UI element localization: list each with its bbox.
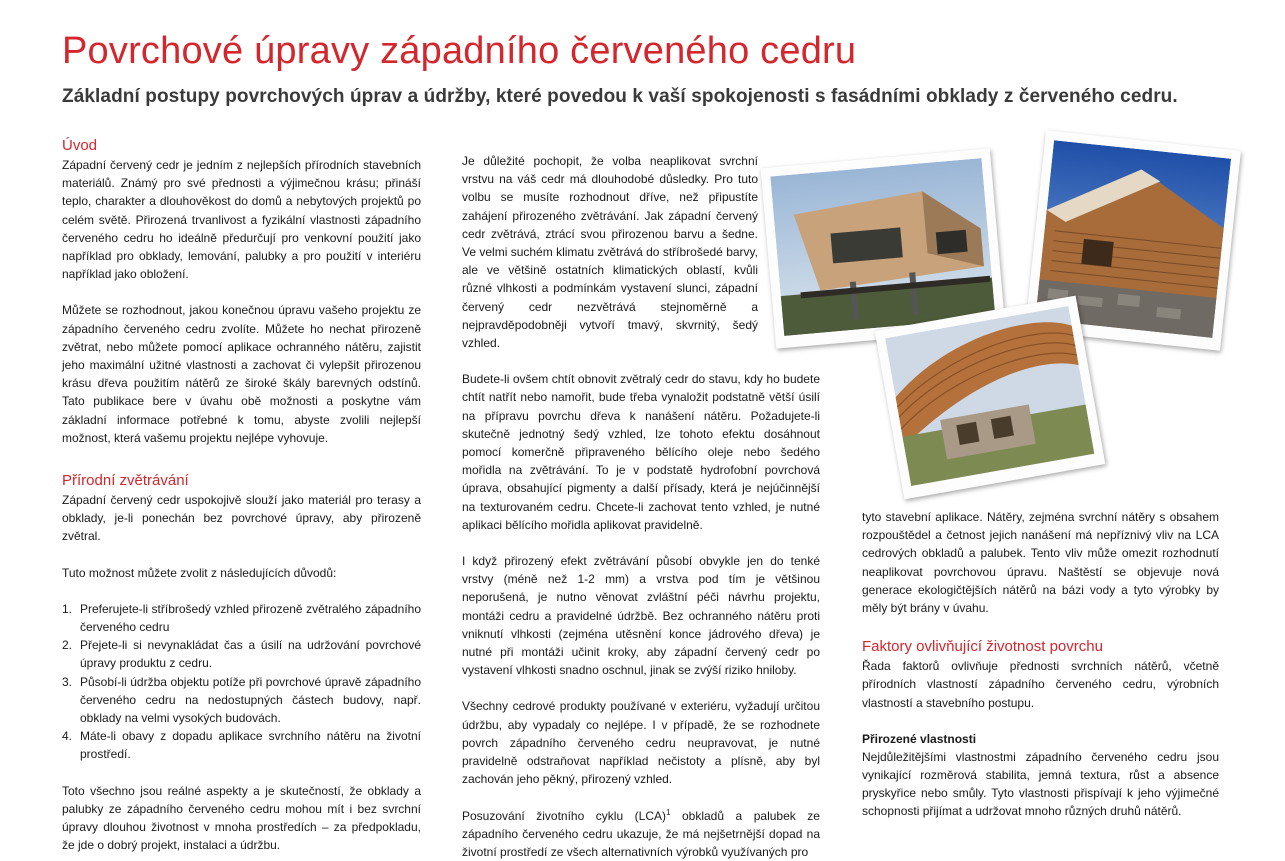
footnote-marker: 1 (666, 808, 670, 817)
middle-paragraph-2: Budete-li ovšem chtít obnovit zvětralý cedr do stavu, kdy ho budete chtít natřít nebo namořit, bude třeba vynaložit podstatně větší úsilí na přípravu povrchu dřeva k nanášení nátěru. Požadujete-li skutečně jednotný šedý vzhled, lze tohoto efektu dosáhnout pomocí komerčně připraveného bělícího oleje nebo šedého mořidla na zvětrávání. To je v podstatě hydrofobní povrchová úprava, obsahující pigmenty a další přísady, která je nejúčinnější na texturovaném cedru. Chcete-li zachovat tento vzhled, je nutné aplikaci bělícího mořidla aplikovat pravidelně. (462, 370, 820, 534)
column-left (62, 136, 421, 855)
middle-paragraph-3: I když přirozený efekt zvětrávání působí obvykle jen do tenké vrstvy (méně než 1-2 mm) a vrstva pod tím je většinou neporušená, je nutno věnovat zvláštní péči návrhu projektu, montáži cedru a pravidelné údržbě. Bez ochranného nátěru proti vniknutí vlhkosti (zejména utěsnění konce jádrového dřeva) je nutné při montáži učinit kroky, aby západní červený cedr po vystavení vlhkosti snadno oschnul, jinak se zvýší riziko hniloby. (462, 552, 820, 679)
section-heading-factors: Faktory ovlivňující životnost povrchu (862, 637, 1219, 657)
weathering-paragraph-2: Tuto možnost můžete zvolit z následujících důvodů: (62, 564, 421, 582)
intro-paragraph-2: Můžete se rozhodnout, jakou konečnou úpravu vašeho projektu ze západního červeného cedru zvolíte. Můžete ho nechat přirozeně zvětrat, nebo můžete pomocí aplikace ochranného nátěru, zajistit jeho maximální užitné vlastnosti a zachovat či vylepšit přirozenou krásu dřeva použitím nátěrů ze široké škály barevných odstínů. Tato publikace bere v úvahu obě možnosti a poskytne vám základní informace potřebné k tomu, abyste zvolili nejlepší možnost, která vašemu projektu nejlépe vyhovuje. (62, 301, 421, 447)
roof-image (885, 306, 1094, 486)
weathering-outro: Toto všechno jsou reálné aspekty a je skutečností, že obklady a palubky ze západního červeného cedru mohou mít i bez svrchní úpravy dlouhou životnost v mnoha prostředích – za předpokladu, že jde o dobrý projekt, instalaci a údržbu. (62, 782, 421, 855)
page-title: Povrchové úpravy západního červeného cedru (62, 30, 856, 73)
weathering-paragraph-1: Západní červený cedr uspokojivě slouží jako materiál pro terasy a obklady, je-li ponechán bez povrchové úpravy, aby přirozeně zvětral. (62, 491, 421, 546)
right-paragraph-1: tyto stavební aplikace. Nátěry, zejména svrchní nátěry s obsahem rozpouštědel a četnost jejich nanášení má nepříznivý vliv na LCA cedrových obkladů a palubek. Tento vliv může omezit rozhodnutí neaplikovat povrchovou úpravu. Naštěstí se objevuje nová generace ekologičtějších nátěrů na bázi vody a tyto výrobky by měly být brány v úvahu. (862, 508, 1219, 617)
list-item (62, 636, 421, 672)
list-item-text: Máte-li obavy z dopadu aplikace svrchního nátěru na životní prostředí. (80, 729, 421, 761)
column-right (862, 508, 1219, 821)
column-middle (462, 152, 820, 861)
list-item-text: Přejete-li si nevynakládat čas a úsilí na udržování povrchové úpravy produktu z cedru. (80, 638, 421, 670)
intro-paragraph-1: Západní červený cedr je jedním z nejlepších přírodních stavebních materiálů. Známý pro své přednosti a výjimečnou krásu; přináší teplo, charakter a dlouhověkost do domů a nebytových projektů po celém světě. Přirozená trvanlivost a fyzikální vlastnosti západního červeného cedru ho ideálně předurčují pro venkovní použití jako například pro obklady, lemování, palubky a pro použití v interiéru například jako obložení. (62, 156, 421, 283)
factors-paragraph: Řada faktorů ovlivňuje přednosti svrchních nátěrů, včetně přírodních vlastností západního červeného cedru, výrobních vlastností a stavebního postupu. (862, 657, 1219, 712)
list-item-number: 3. (62, 673, 72, 691)
lca-text-cont: obkladů a palubek ze západního červeného cedru ukazuje, že má nejšetrnější dopad na životní prostředí ze všech alternativních výrobků využívaných pro (462, 809, 820, 859)
list-item (62, 727, 421, 763)
list-item (62, 600, 421, 636)
middle-paragraph-4: Všechny cedrové produkty používané v exteriéru, vyžadují určitou údržbu, aby vypadaly co nejlépe. I v případě, že se rozhodnete povrch západního červeného cedru neupravovat, je nutné pravidelně odstraňovat například nečistoty a plísně, aby byl zachován jeho pěkný, přirozený vzhled. (462, 697, 820, 788)
section-heading-intro: Úvod (62, 136, 421, 156)
list-item-text: Působí-li údržba objektu potíže při povrchové úpravě západního červeného cedru na nedostupných částech budovy, např. obklady na velmi vysokých budovách. (80, 675, 421, 725)
list-item (62, 673, 421, 728)
photo-curved-roof (875, 296, 1106, 500)
list-item-number: 1. (62, 600, 72, 618)
lca-text: Posuzování životního cyklu (LCA) (462, 809, 666, 823)
page-subtitle: Základní postupy povrchových úprav a údržby, které povedou k vaší spokojenosti s fasádními obklady z červeného cedru. (62, 86, 1178, 108)
middle-paragraph-5 (462, 807, 820, 861)
reasons-list (62, 600, 421, 764)
middle-paragraph-1: Je důležité pochopit, že volba neaplikovat svrchní vrstvu na váš cedr má dlouhodobé důsledky. Pro tuto volbu se musíte rozhodnout dříve, než připustíte zahájení přirozeného zvětrávání. Jak západní červený cedr zvětrává, ztrácí svou přirozenou barvu a šedne. Ve velmi suchém klimatu zvětrává do stříbrošedé barvy, ale ve většině ostatních klimatických oblastí, kvůli různé vlhkosti a podmínkám vystavení slunci, západní červený cedr nezvětrává stejnoměrně a nejpravděpodobněji vytvoří tmavý, skvrnitý, šedý vzhled. (462, 152, 820, 352)
natural-properties-paragraph: Nejdůležitějšími vlastnostmi západního červeného cedru jsou vynikající rozměrová stabilita, jemná textura, růst a absence pryskyřice nebo smůly. Tyto vlastnosti přispívají k jeho výjimečné schopnosti přijímat a udržovat mnoho různých druhů nátěrů. (862, 748, 1219, 821)
building-image (770, 158, 995, 336)
subheading-natural-properties: Přirozené vlastnosti (862, 730, 1219, 748)
section-heading-weathering: Přírodní zvětrávání (62, 471, 421, 491)
list-item-number: 2. (62, 636, 72, 654)
list-item-number: 4. (62, 727, 72, 745)
list-item-text: Preferujete-li stříbrošedý vzhled přirozeně zvětralého západního červeného cedru (80, 602, 421, 634)
